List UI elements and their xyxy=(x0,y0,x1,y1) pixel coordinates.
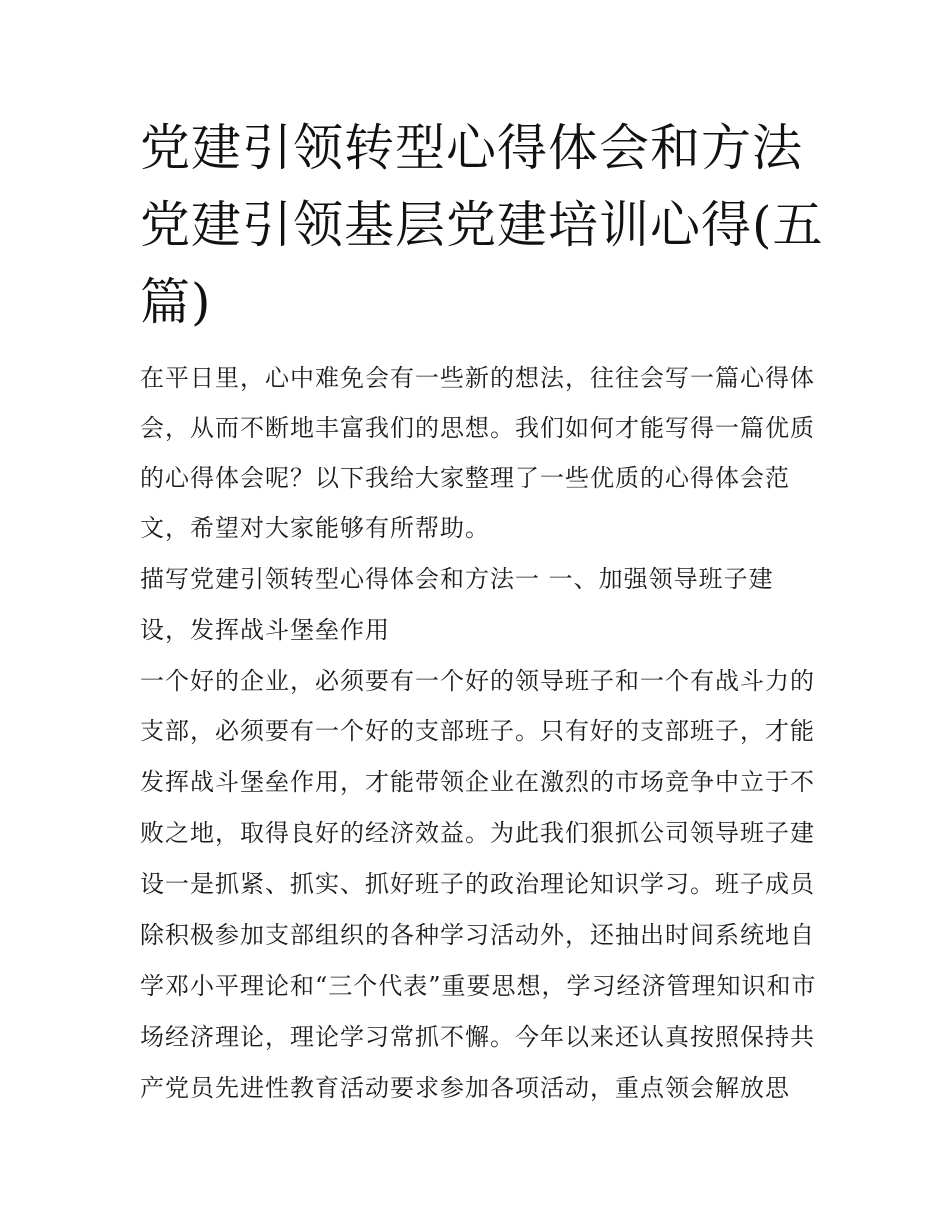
body-line-3: 发挥战斗堡垒作用，才能带领企业在激烈的市场竞争中立于不 xyxy=(140,768,815,796)
section-heading-line-1: 描写党建引领转型心得体会和方法一 一、加强领导班子建 xyxy=(140,565,774,593)
body-line-5: 设一是抓紧、抓实、抓好班子的政治理论知识学习。班子成员 xyxy=(140,870,815,898)
document-title-line-3: 篇) xyxy=(140,273,212,331)
intro-line-2: 会，从而不断地丰富我们的思想。我们如何才能写得一篇优质 xyxy=(140,414,815,442)
body-line-8: 场经济理论，理论学习常抓不懈。今年以来还认真按照保持共 xyxy=(140,1023,815,1051)
body-line-2: 支部，必须要有一个好的支部班子。只有好的支部班子，才能 xyxy=(140,717,815,745)
document-title-line-2: 党建引领基层党建培训心得(五 xyxy=(140,196,824,254)
body-line-9: 产党员先进性教育活动要求参加各项活动，重点领会解放思 xyxy=(140,1074,790,1102)
intro-line-1: 在平日里，心中难免会有一些新的想法，往往会写一篇心得体 xyxy=(140,364,815,392)
section-heading-line-2: 设，发挥战斗堡垒作用 xyxy=(140,616,390,644)
document-title-line-1: 党建引领转型心得体会和方法 xyxy=(140,119,803,177)
body-line-1: 一个好的企业，必须要有一个好的领导班子和一个有战斗力的 xyxy=(140,667,815,695)
body-line-6: 除积极参加支部组织的各种学习活动外，还抽出时间系统地自 xyxy=(140,921,815,949)
body-line-4: 败之地，取得良好的经济效益。为此我们狠抓公司领导班子建 xyxy=(140,819,815,847)
body-line-7: 学邓小平理论和“三个代表”重要思想，学习经济管理知识和市 xyxy=(140,972,817,1000)
intro-line-3: 的心得体会呢？以下我给大家整理了一些优质的心得体会范 xyxy=(140,464,790,492)
intro-line-4: 文，希望对大家能够有所帮助。 xyxy=(140,514,490,542)
